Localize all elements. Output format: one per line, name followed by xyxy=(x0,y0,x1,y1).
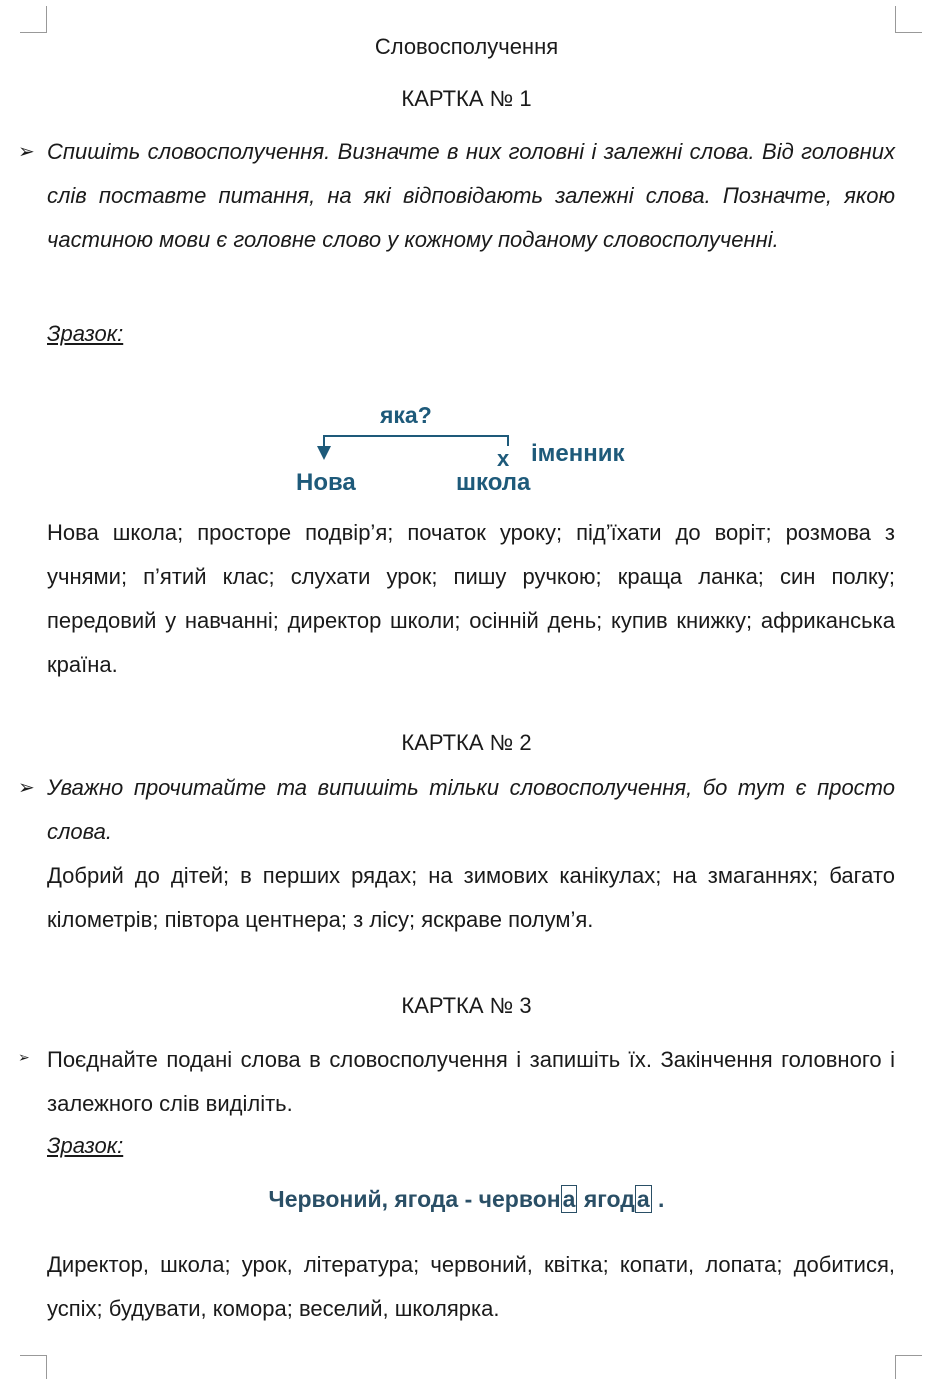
diagram-dependent-word: Нова xyxy=(296,469,356,496)
card1-task: Спишіть словосполучення. Визначте в них головні і залежні слова. Від головних слів поставте питання, на які відповідають залежні слова. Позначте, якою частиною мови є головне слово у кожному поданому словосполученні. xyxy=(47,139,895,252)
arrow-down-icon xyxy=(317,446,331,460)
card1-heading: КАРТКА № 1 xyxy=(401,86,532,111)
sample-text: . xyxy=(651,1186,665,1212)
card3-sample-label: Зразок: xyxy=(47,1133,124,1158)
card1-text: Нова школа; просторе подвір’я; початок уроку; під’їхати до воріт; розмова з учнями; п’ятий клас; слухати урок; пишу ручкою; краща ланка; син полку; передовий у навчанні; директор школи; осінній день; купив книжку; африканська країна. xyxy=(47,520,895,677)
corner-mark xyxy=(895,6,922,33)
document-title: Словосполучення xyxy=(374,34,559,59)
card2-text: Добрий до дітей; в перших рядах; на зимових канікулах; на змаганнях; багато кілометрів; півтора центнера; з лісу; яскраве полум’я. xyxy=(47,863,895,932)
sample-ending-highlight: а xyxy=(562,1186,576,1212)
card1-sample-label: Зразок: xyxy=(47,321,124,346)
corner-mark xyxy=(895,1355,922,1379)
bullet-arrow-icon: ➢ xyxy=(18,777,35,799)
card3-sample xyxy=(0,1186,933,1213)
bullet-arrow-icon: ➢ xyxy=(18,141,35,163)
diagram-bracket xyxy=(323,435,509,446)
diagram-main-mark: x xyxy=(497,446,510,471)
diagram-part-of-speech: іменник xyxy=(531,440,625,467)
diagram-question: яка? xyxy=(380,402,432,428)
bullet-arrow-icon: ➢ xyxy=(18,1049,30,1065)
card3-text: Директор, школа; урок, література; червоний, квітка; копати, лопата; добитися, успіх; будувати, комора; веселий, школярка. xyxy=(47,1252,895,1321)
corner-mark xyxy=(20,6,47,33)
sample-ending-highlight: а xyxy=(636,1186,650,1212)
card2-heading: КАРТКА № 2 xyxy=(401,730,532,755)
sample-text: ягод xyxy=(577,1186,635,1212)
card2-task: Уважно прочитайте та випишіть тільки словосполучення, бо тут є просто слова. xyxy=(47,775,895,844)
sample-text: Червоний, ягода - червон xyxy=(268,1186,561,1212)
card3-task: Поєднайте подані слова в словосполучення і запишіть їх. Закінчення головного і залежного слів виділіть. xyxy=(47,1047,895,1116)
corner-mark xyxy=(20,1355,47,1379)
card3-heading: КАРТКА № 3 xyxy=(401,993,532,1018)
diagram-main-word: школа xyxy=(456,469,531,496)
